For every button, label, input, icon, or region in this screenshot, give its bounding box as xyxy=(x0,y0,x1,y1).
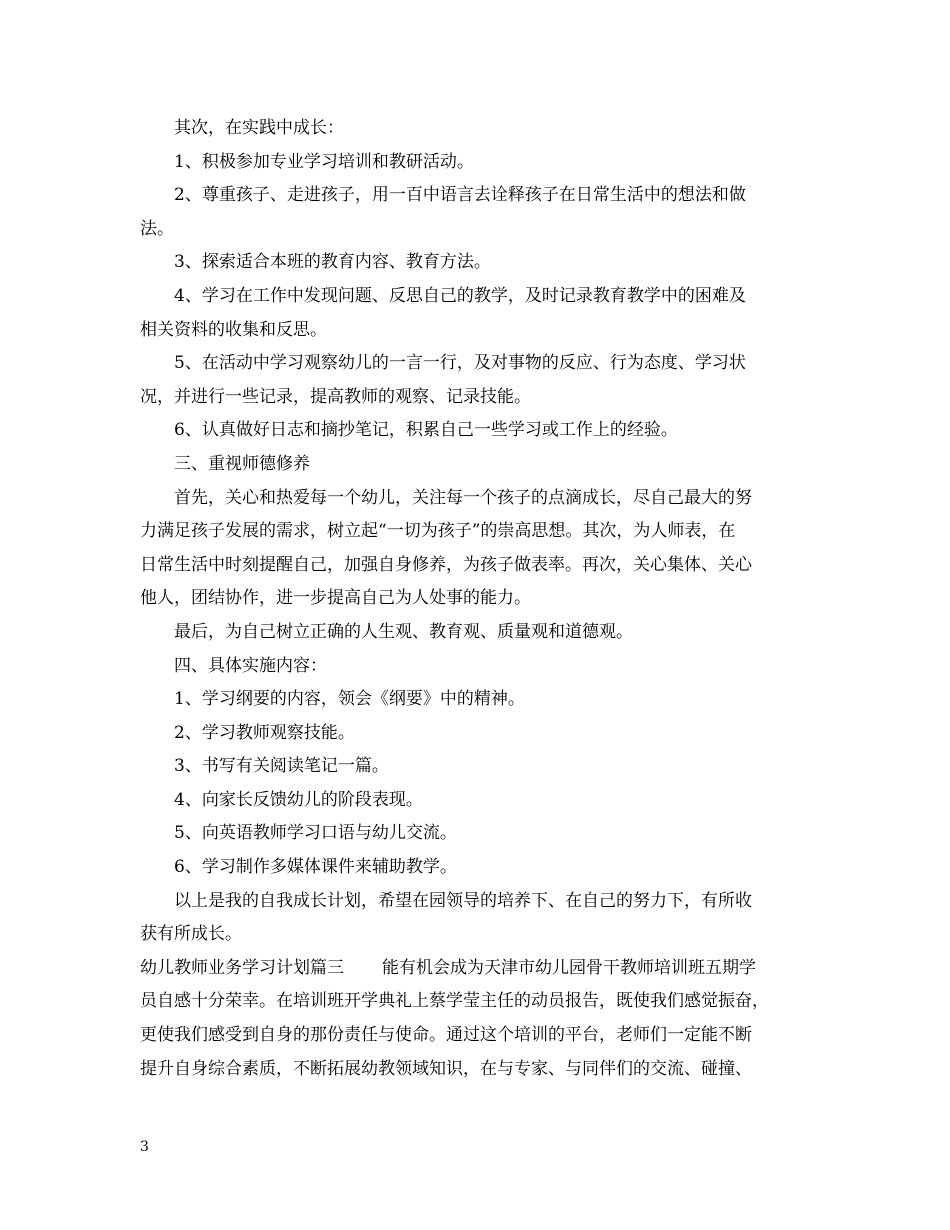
paragraph-line: 获有所成长。 xyxy=(140,924,242,945)
list-item-continuation: 法。 xyxy=(140,218,174,239)
section-heading: 三、重视师德修养 xyxy=(174,453,310,474)
list-item: 4、学习在工作中发现问题、反思自己的教学，及时记录教育教学中的困难及 xyxy=(174,285,746,306)
list-item: 4、向家长反馈幼儿的阶段表现。 xyxy=(174,789,423,810)
section-first-line: 能有机会成为天津市幼儿园骨干教师培训班五期学 xyxy=(382,957,756,978)
list-item: 3、书写有关阅读笔记一篇。 xyxy=(174,756,389,777)
document-body xyxy=(140,112,812,1086)
page-number: 3 xyxy=(140,1139,149,1155)
paragraph-line: 其次，在实践中成长： xyxy=(174,118,344,138)
list-item: 6、认真做好日志和摘抄笔记，积累自己一些学习或工作上的经验。 xyxy=(174,420,678,441)
paragraph-line: 提升自身综合素质，不断拓展幼教领域知识，在与专家、与同伴们的交流、碰撞、 xyxy=(140,1058,752,1079)
paragraph-line: 首先，关心和热爱每一个幼儿，关注每一个孩子的点滴成长，尽自己最大的努 xyxy=(174,487,752,508)
list-item-continuation: 况，并进行一些记录，提高教师的观察、记录技能。 xyxy=(140,386,531,407)
list-item: 5、在活动中学习观察幼儿的一言一行，及对事物的反应、行为态度、学习状 xyxy=(174,353,746,374)
paragraph-line: 日常生活中时刻提醒自己，加强自身修养，为孩子做表率。再次，关心集体、关心 xyxy=(140,554,752,575)
list-item: 1、积极参加专业学习培训和教研活动。 xyxy=(174,151,474,172)
section-title: 幼儿教师业务学习计划篇三 xyxy=(140,957,344,978)
paragraph-line: 力满足孩子发展的需求，树立起“一切为孩子”的崇高思想。其次，为人师表，在 xyxy=(140,521,736,542)
section-heading: 四、具体实施内容： xyxy=(174,655,327,676)
list-item: 2、尊重孩子、走进孩子，用一百中语言去诠释孩子在日常生活中的想法和做 xyxy=(174,185,746,206)
list-item-continuation: 相关资料的收集和反思。 xyxy=(140,319,327,340)
paragraph-line: 他人，团结协作，进一步提高自己为人处事的能力。 xyxy=(140,588,531,609)
paragraph-line: 员自感十分荣幸。在培训班开学典礼上蔡学莹主任的动员报告，既使我们感觉振奋， xyxy=(140,991,769,1012)
list-item: 3、探索适合本班的教育内容、教育方法。 xyxy=(174,252,491,273)
list-item: 6、学习制作多媒体课件来辅助教学。 xyxy=(174,857,457,878)
list-item: 1、学习纲要的内容，领会《纲要》中的精神。 xyxy=(174,689,525,710)
paragraph-line: 以上是我的自我成长计划，希望在园领导的培养下、在自己的努力下，有所收 xyxy=(174,890,752,911)
list-item: 2、学习教师观察技能。 xyxy=(174,722,355,743)
section-title-line xyxy=(140,952,812,986)
list-item: 5、向英语教师学习口语与幼儿交流。 xyxy=(174,823,457,844)
paragraph-line: 更使我们感受到自身的那份责任与使命。通过这个培训的平台，老师们一定能不断 xyxy=(140,1025,752,1046)
paragraph-line: 最后，为自己树立正确的人生观、教育观、质量观和道德观。 xyxy=(174,621,633,642)
